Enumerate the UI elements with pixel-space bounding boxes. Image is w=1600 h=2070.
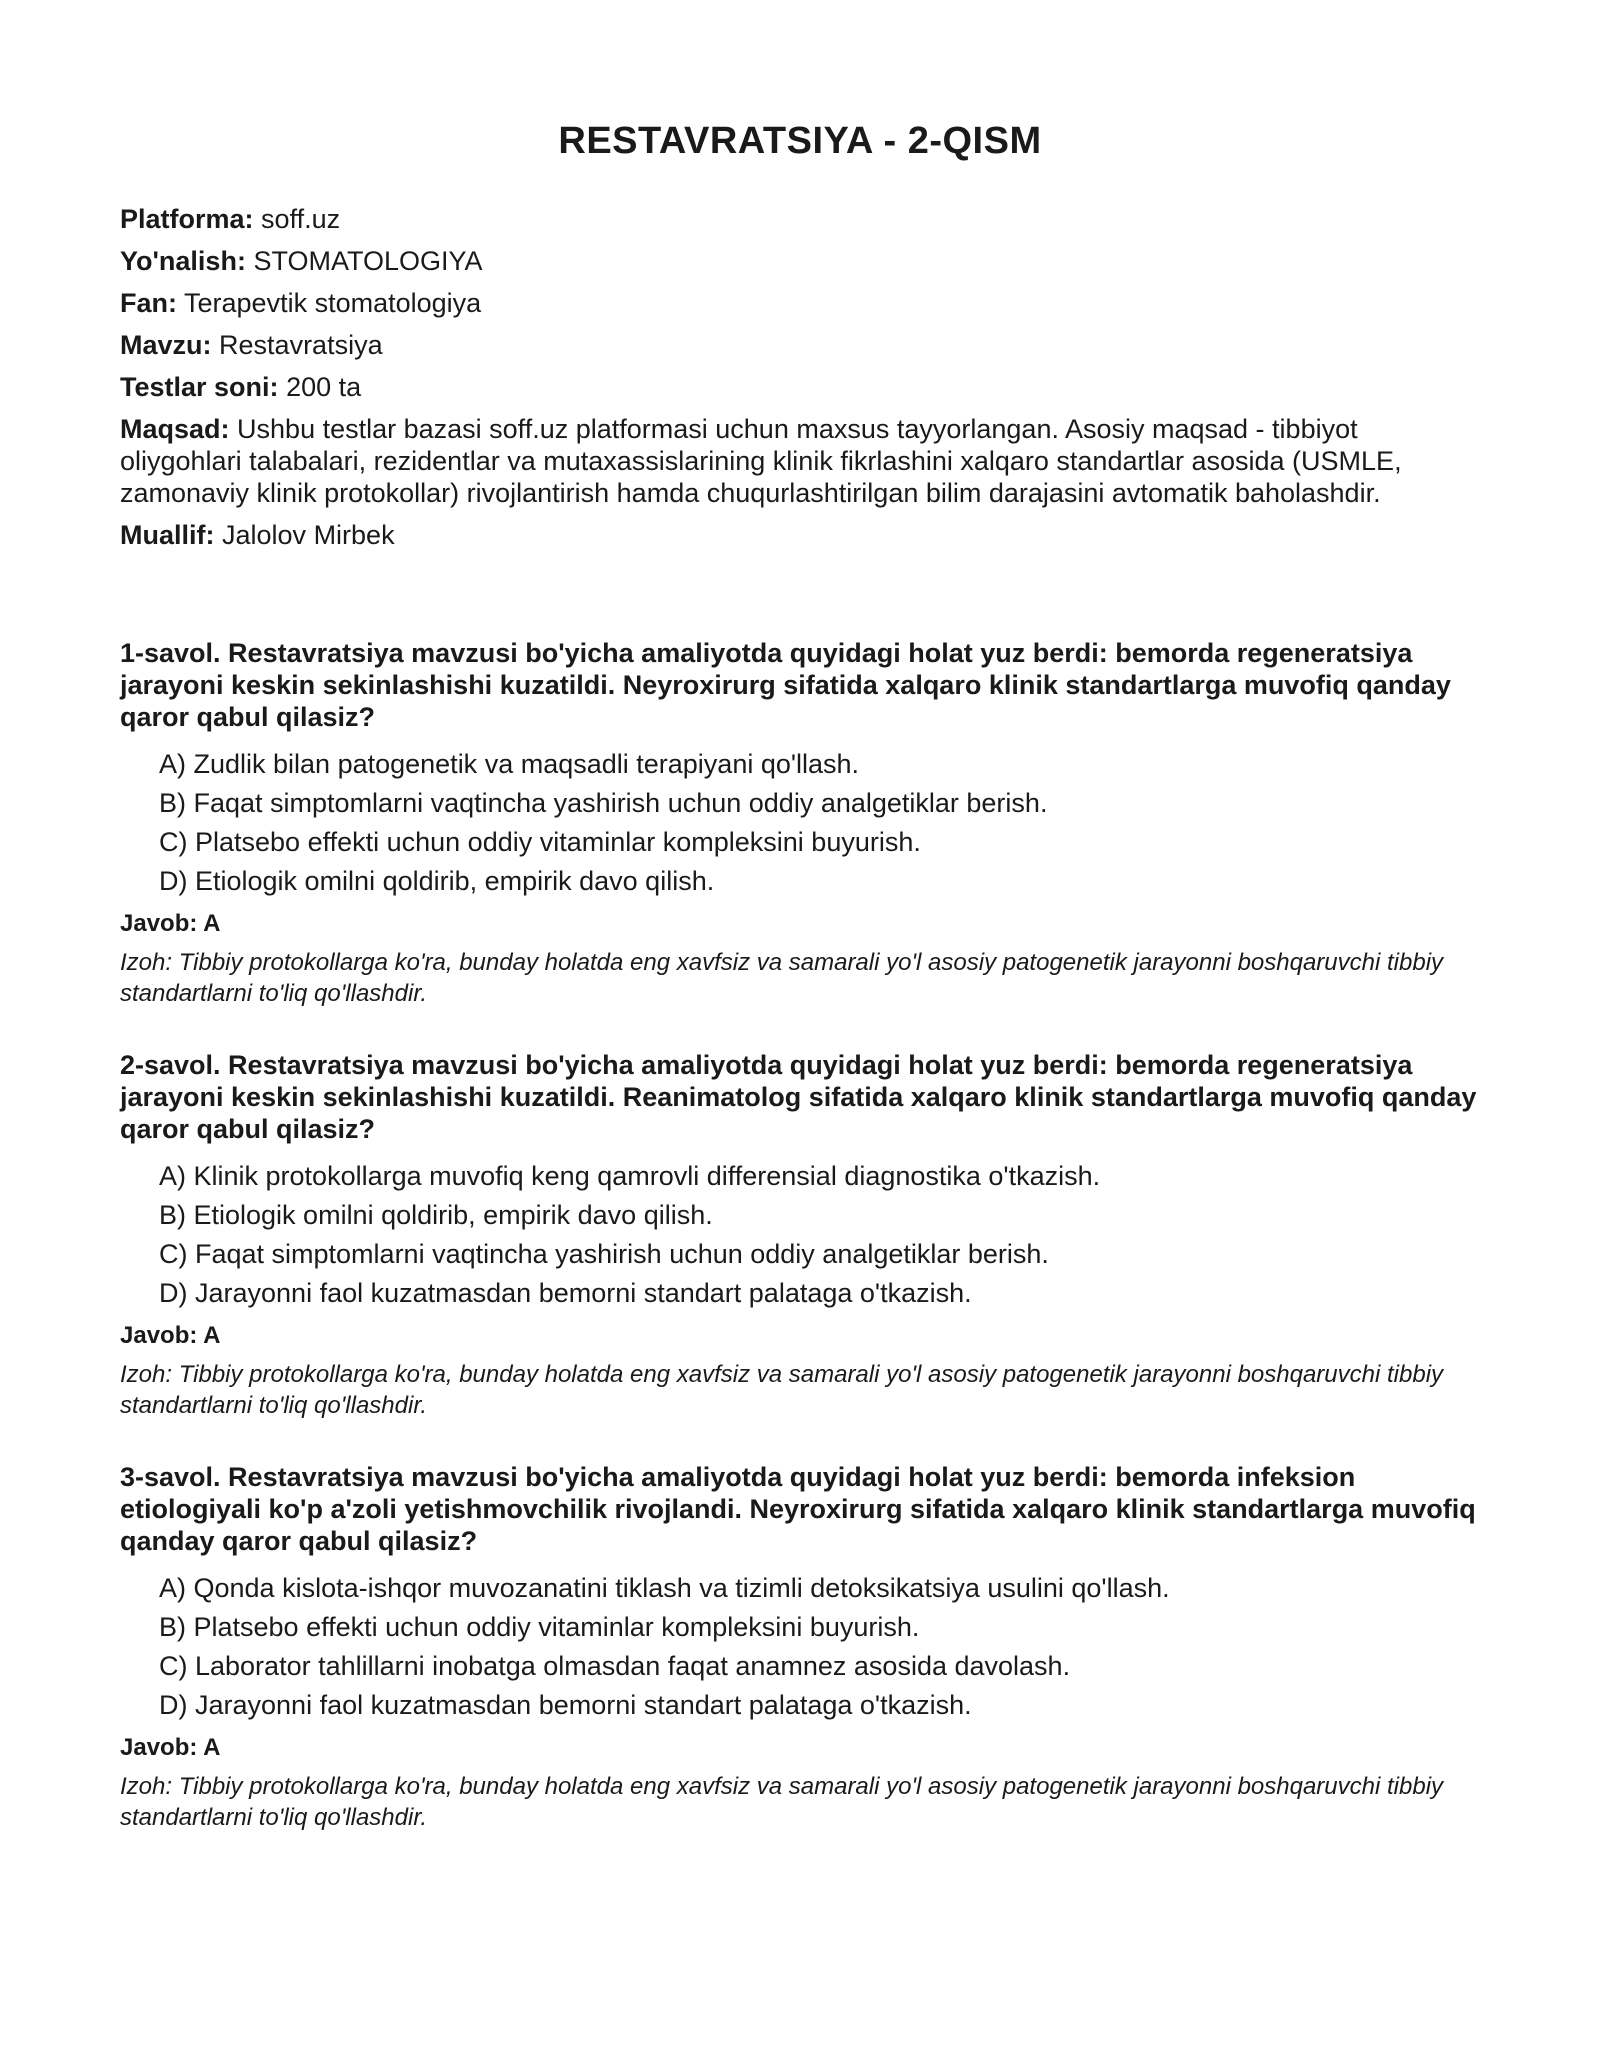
question-text: 2-savol. Restavratsiya mavzusi bo'yicha amaliyotda quyidagi holat yuz berdi: bemorda regeneratsiya jarayoni keskin sekinlashishi kuzatildi. Reanimatolog sifatida xalqaro klinik standartlarga muvofiq qanday qaror qabul qilasiz? xyxy=(120,1050,1477,1144)
question-2 xyxy=(120,1049,1480,1421)
correct-answer: Javob: A xyxy=(120,1734,221,1761)
meta-value: Ushbu testlar bazasi soff.uz platformasi uchun maxsus tayyorlangan. Asosiy maqsad - tibbiyot oliygohlari talabalari, rezidentlar va mutaxassislarining klinik fikrlashini xalqaro standartlar asosida (USMLE, zamonaviy klinik protokollar) rivojlantirish hamda chuqurlashtirilgan bilim darajasini avtomatik baholashdir. xyxy=(120,414,1402,508)
answer-options xyxy=(120,1572,1480,1721)
meta-purpose xyxy=(120,413,1480,509)
correct-answer: Javob: A xyxy=(120,1322,221,1349)
meta-key: Maqsad: xyxy=(120,414,230,444)
option-b: B) Faqat simptomlarni vaqtincha yashirish uchun oddiy analgetiklar berish. xyxy=(159,788,1048,818)
meta-topic xyxy=(120,329,1480,361)
option-b: B) Platsebo effekti uchun oddiy vitaminlar kompleksini buyurish. xyxy=(159,1612,920,1642)
meta-key: Fan: xyxy=(120,288,177,318)
answer-explanation: Izoh: Tibbiy protokollarga ko'ra, bunday holatda eng xavfsiz va samarali yo'l asosiy patogenetik jarayonni boshqaruvchi tibbiy standartlarni to'liq qo'llashdir. xyxy=(120,949,1444,1007)
meta-value: Jalolov Mirbek xyxy=(222,520,395,550)
meta-key: Yo'nalish: xyxy=(120,246,246,276)
question-3 xyxy=(120,1461,1480,1833)
meta-subject xyxy=(120,287,1480,319)
meta-direction xyxy=(120,245,1480,277)
answer-explanation: Izoh: Tibbiy protokollarga ko'ra, bunday holatda eng xavfsiz va samarali yo'l asosiy patogenetik jarayonni boshqaruvchi tibbiy standartlarni to'liq qo'llashdir. xyxy=(120,1361,1444,1419)
option-c: C) Faqat simptomlarni vaqtincha yashirish uchun oddiy analgetiklar berish. xyxy=(159,1239,1049,1269)
meta-value: STOMATOLOGIYA xyxy=(253,246,483,276)
meta-value: soff.uz xyxy=(261,204,341,234)
metadata-block xyxy=(120,203,1480,551)
meta-key: Mavzu: xyxy=(120,330,212,360)
option-c: C) Platsebo effekti uchun oddiy vitaminlar kompleksini buyurish. xyxy=(159,827,921,857)
meta-key: Platforma: xyxy=(120,204,254,234)
document-title: RESTAVRATSIYA - 2-QISM xyxy=(558,120,1042,162)
meta-author xyxy=(120,519,1480,551)
option-d: D) Jarayonni faol kuzatmasdan bemorni standart palataga o'tkazish. xyxy=(159,1278,972,1308)
option-d: D) Jarayonni faol kuzatmasdan bemorni standart palataga o'tkazish. xyxy=(159,1690,972,1720)
meta-value: Restavratsiya xyxy=(219,330,383,360)
option-d: D) Etiologik omilni qoldirib, empirik davo qilish. xyxy=(159,866,715,896)
option-a: A) Klinik protokollarga muvofiq keng qamrovli differensial diagnostika o'tkazish. xyxy=(159,1161,1101,1191)
meta-test-count xyxy=(120,371,1480,403)
option-b: B) Etiologik omilni qoldirib, empirik davo qilish. xyxy=(159,1200,713,1230)
meta-platform xyxy=(120,203,1480,235)
answer-options xyxy=(120,1160,1480,1309)
correct-answer: Javob: A xyxy=(120,910,221,937)
option-a: A) Zudlik bilan patogenetik va maqsadli terapiyani qo'llash. xyxy=(159,749,860,779)
meta-key: Testlar soni: xyxy=(120,372,279,402)
meta-value: Terapevtik stomatologiya xyxy=(184,288,482,318)
option-c: C) Laborator tahlillarni inobatga olmasdan faqat anamnez asosida davolash. xyxy=(159,1651,1071,1681)
question-text: 1-savol. Restavratsiya mavzusi bo'yicha amaliyotda quyidagi holat yuz berdi: bemorda regeneratsiya jarayoni keskin sekinlashishi kuzatildi. Neyroxirurg sifatida xalqaro klinik standartlarga muvofiq qanday qaror qabul qilasiz? xyxy=(120,638,1451,732)
meta-value: 200 ta xyxy=(286,372,362,402)
answer-options xyxy=(120,748,1480,897)
meta-key: Muallif: xyxy=(120,520,215,550)
question-1 xyxy=(120,637,1480,1009)
answer-explanation: Izoh: Tibbiy protokollarga ko'ra, bunday holatda eng xavfsiz va samarali yo'l asosiy patogenetik jarayonni boshqaruvchi tibbiy standartlarni to'liq qo'llashdir. xyxy=(120,1773,1444,1831)
option-a: A) Qonda kislota-ishqor muvozanatini tiklash va tizimli detoksikatsiya usulini qo'llash. xyxy=(159,1573,1170,1603)
question-text: 3-savol. Restavratsiya mavzusi bo'yicha amaliyotda quyidagi holat yuz berdi: bemorda infeksion etiologiyali ko'p a'zoli yetishmovchilik rivojlandi. Neyroxirurg sifatida xalqaro klinik standartlarga muvofiq qanday qaror qabul qilasiz? xyxy=(120,1462,1476,1556)
